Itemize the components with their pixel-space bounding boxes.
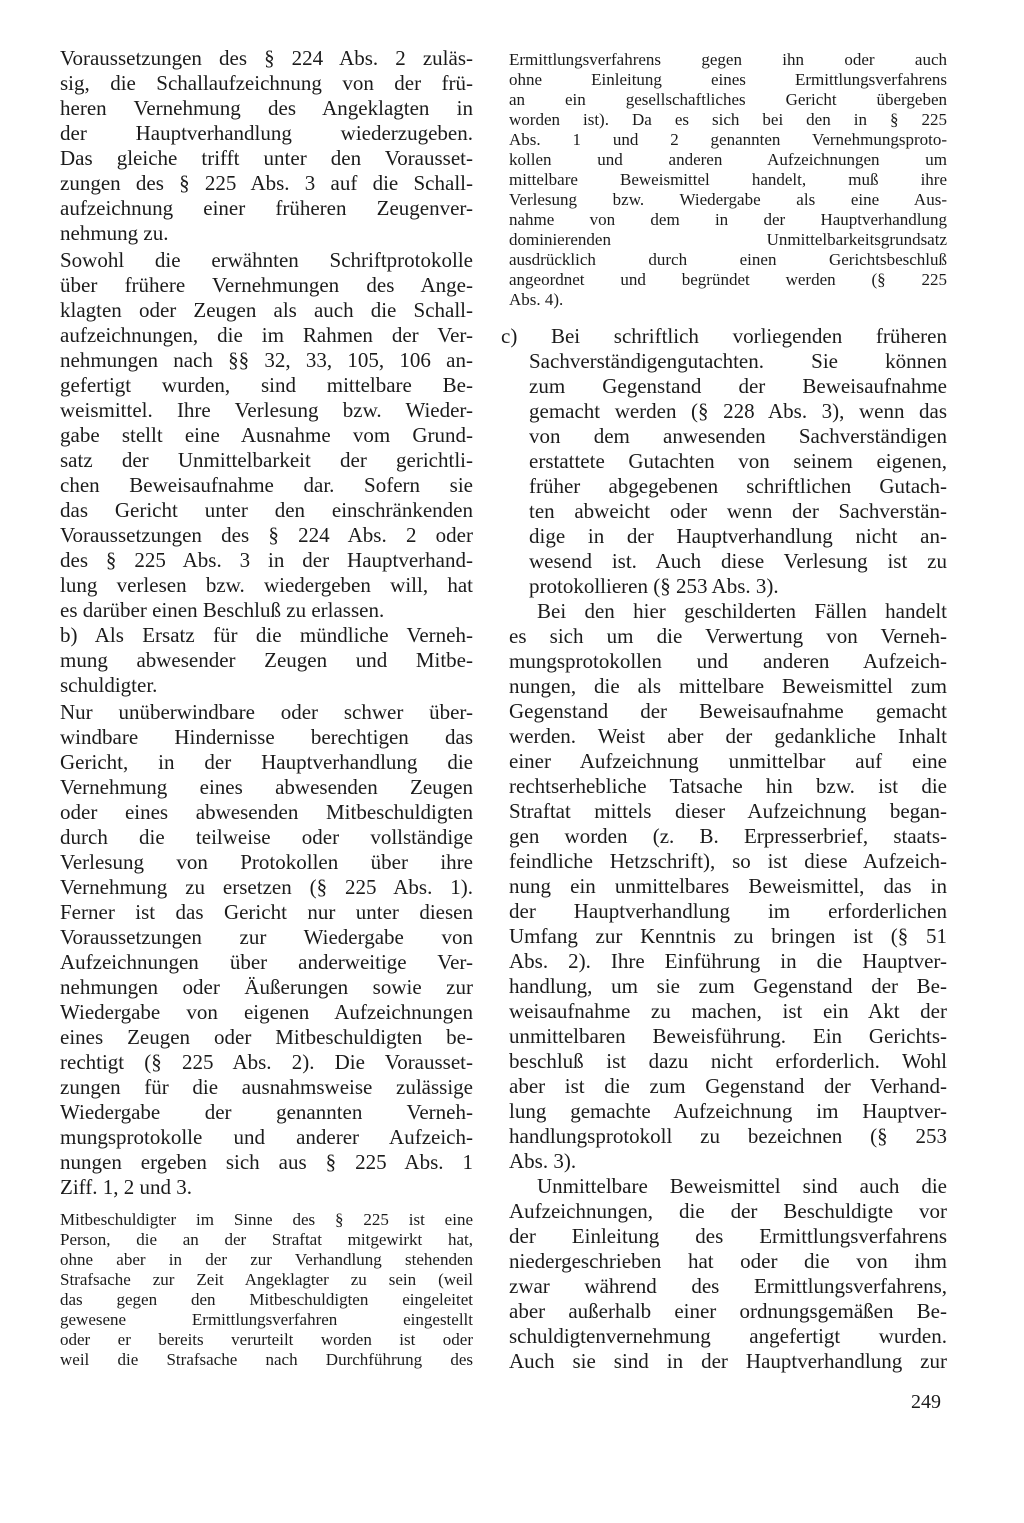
text-line: Abs. 3). xyxy=(509,1149,577,1173)
text-line: es darüber einen Beschluß zu erlassen. xyxy=(60,598,385,622)
text-line: rechtigt (§ 225 Abs. 2). Die Vorausset- xyxy=(60,1050,473,1074)
text-line: Voraussetzungen des § 224 Abs. 2 zuläs- xyxy=(60,46,473,70)
footnote-line: gewesene Ermittlungsverfahren eingestellt xyxy=(60,1310,473,1329)
text-line: Auch sie sind in der Hauptverhandlung zur xyxy=(509,1349,947,1373)
footnote-line: ohne Einleitung eines Ermittlungsverfahrens xyxy=(509,70,947,89)
footnote-line: worden ist). Da es sich bei den in § 225 xyxy=(509,110,947,129)
footnote-line: kollen und anderen Aufzeichnungen um xyxy=(509,150,947,169)
text-line: rechtserhebliche Tatsache hin bzw. ist die xyxy=(509,774,947,798)
footnote-line: Strafsache zur Zeit Angeklagter zu sein (weil xyxy=(60,1270,473,1289)
text-line: einer Aufzeichnung unmittelbar auf eine xyxy=(509,749,947,773)
text-line: schuldigtenvernehmung angefertigt wurden. xyxy=(509,1324,947,1348)
text-line: weismittel. Ihre Verlesung bzw. Wieder- xyxy=(60,398,473,422)
text-line: heren Vernehmung des Angeklagten in xyxy=(60,96,473,120)
text-line: schuldigter. xyxy=(60,673,158,697)
text-line: nung ein unmittelbares Beweismittel, das in xyxy=(509,874,947,898)
footnote-line: ausdrücklich durch einen Gerichtsbeschluß xyxy=(509,250,947,269)
text-line: nungen ergeben sich aus § 225 Abs. 1 xyxy=(60,1150,473,1174)
text-line: der Hauptverhandlung wiederzugeben. xyxy=(60,121,473,145)
text-line: Gegenstand der Beweisaufnahme gemacht xyxy=(509,699,947,723)
page-number: 249 xyxy=(911,1391,941,1413)
text-line: Wiedergabe von eigenen Aufzeichnungen xyxy=(60,1000,473,1024)
text-line: beschluß ist dazu nicht erforderlich. Wohl xyxy=(509,1049,947,1073)
text-line: Straftat mittels dieser Aufzeichnung began- xyxy=(509,799,947,823)
text-line: lung gemachte Aufzeichnung im Hauptver- xyxy=(509,1099,947,1123)
text-line: handlung, um sie zum Gegenstand der Be- xyxy=(509,974,947,998)
text-line: nungen, die als mittelbare Beweismittel zum xyxy=(509,674,947,698)
text-line: gefertigt wurden, sind mittelbare Be- xyxy=(60,373,473,397)
text-line: über frühere Vernehmungen des Ange- xyxy=(60,273,473,297)
text-line: handlungsprotokoll zu bezeichnen (§ 253 xyxy=(509,1124,947,1148)
text-line: zum Gegenstand der Beweisaufnahme xyxy=(529,374,947,398)
list-item-b: b) Als Ersatz für die mündliche Verneh- xyxy=(60,623,473,647)
text-line: feindliche Hetzschrift), so ist diese Aufzeich- xyxy=(509,849,947,873)
text-line: gabe stellt eine Ausnahme vom Grund- xyxy=(60,423,473,447)
footnote-line: Ermittlungsverfahrens gegen ihn oder auch xyxy=(509,50,947,69)
text-line: Gericht, in der Hauptverhandlung die xyxy=(60,750,473,774)
text-line: früher abgegebenen schriftlichen Gutach- xyxy=(529,474,947,498)
footnote-line: Person, die an der Straftat mitgewirkt hat, xyxy=(60,1230,473,1249)
text-line: der Einleitung des Ermittlungsverfahrens xyxy=(509,1224,947,1248)
footnote-line: Mitbeschuldigter im Sinne des § 225 ist eine xyxy=(60,1210,473,1229)
footnote-line: weil die Strafsache nach Durchführung des xyxy=(60,1350,473,1369)
text-line: lung verlesen bzw. wiedergeben will, hat xyxy=(60,573,473,597)
text-line: gen worden (z. B. Erpresserbrief, staats- xyxy=(509,824,947,848)
footnote-line: ohne aber in der zur Verhandlung stehenden xyxy=(60,1250,473,1269)
footnote-line: dominierenden Unmittelbarkeitsgrundsatz xyxy=(509,230,947,249)
text-line: Verlesung von Protokollen über ihre xyxy=(60,850,473,874)
text-line: zungen des § 225 Abs. 3 auf die Schall- xyxy=(60,171,473,195)
footnote-line: Abs. 4). xyxy=(509,290,564,309)
text-line: des § 225 Abs. 3 in der Hauptverhand- xyxy=(60,548,473,572)
text-line: Ziff. 1, 2 und 3. xyxy=(60,1175,193,1199)
footnote-line: nahme von dem in der Hauptverhandlung xyxy=(509,210,947,229)
text-line: eines Zeugen oder Mitbeschuldigten be- xyxy=(60,1025,473,1049)
text-line: chen Beweisaufnahme dar. Sofern sie xyxy=(60,473,473,497)
footnote-line: Abs. 1 und 2 genannten Vernehmungsproto- xyxy=(509,130,947,149)
text-line: aufzeichnung einer früheren Zeugenver- xyxy=(60,196,473,220)
footnote-line: angeordnet und begründet werden (§ 225 xyxy=(509,270,947,289)
text-line: klagten oder Zeugen als auch die Schall- xyxy=(60,298,473,322)
text-line: dige in der Hauptverhandlung nicht an- xyxy=(529,524,947,548)
text-line: weisaufnahme zu machen, ist ein Akt der xyxy=(509,999,947,1023)
text-line: Umfang zur Kenntnis zu bringen ist (§ 51 xyxy=(509,924,947,948)
text-line: nehmungen oder Äußerungen sowie zur xyxy=(60,975,473,999)
text-line: aber ist die zum Gegenstand der Verhand- xyxy=(509,1074,947,1098)
text-line: zungen für die ausnahmsweise zulässige xyxy=(60,1075,473,1099)
text-line: Sowohl die erwähnten Schriftprotokolle xyxy=(60,248,473,272)
text-line: nehmung zu. xyxy=(60,221,169,245)
text-line: Voraussetzungen zur Wiedergabe von xyxy=(60,925,473,949)
text-line: erstattete Gutachten von seinem eigenen, xyxy=(529,449,947,473)
text-line: Aufzeichnungen über anderweitige Ver- xyxy=(60,950,473,974)
text-line: es sich um die Verwertung von Verneh- xyxy=(509,624,947,648)
footnote-line: Verlesung bzw. Wiedergabe als eine Aus- xyxy=(509,190,947,209)
text-line: Abs. 2). Ihre Einführung in die Hauptver- xyxy=(509,949,947,973)
text-line: das Gericht unter den einschränkenden xyxy=(60,498,473,522)
text-line: Bei den hier geschilderten Fällen handelt xyxy=(537,599,947,623)
text-line: Nur unüberwindbare oder schwer über- xyxy=(60,700,473,724)
list-item-c: c) Bei schriftlich vorliegenden früheren xyxy=(501,324,947,348)
text-line: der Hauptverhandlung im erforderlichen xyxy=(509,899,947,923)
text-line: unmittelbaren Beweisführung. Ein Gerichts- xyxy=(509,1024,947,1048)
text-line: von dem anwesenden Sachverständigen xyxy=(529,424,947,448)
text-line: aufzeichnungen, die im Rahmen der Ver- xyxy=(60,323,473,347)
text-line: Wiedergabe der genannten Verneh- xyxy=(60,1100,473,1124)
text-line: protokollieren (§ 253 Abs. 3). xyxy=(529,574,779,598)
text-line: Ferner ist das Gericht nur unter diesen xyxy=(60,900,473,924)
text-line: Unmittelbare Beweismittel sind auch die xyxy=(537,1174,947,1198)
text-line: Das gleiche trifft unter den Vorausset- xyxy=(60,146,473,170)
text-line: werden. Weist aber der gedankliche Inhalt xyxy=(509,724,947,748)
text-line: durch die teilweise oder vollständige xyxy=(60,825,473,849)
text-line: nehmungen nach §§ 32, 33, 105, 106 an- xyxy=(60,348,473,372)
text-line: ten abweicht oder wenn der Sachverstän- xyxy=(529,499,947,523)
footnote-line: mittelbare Beweismittel handelt, muß ihre xyxy=(509,170,947,189)
text-line: Vernehmung eines abwesenden Zeugen xyxy=(60,775,473,799)
footnote-line: das gegen den Mitbeschuldigten eingeleitet xyxy=(60,1290,473,1309)
text-line: Vernehmung zu ersetzen (§ 225 Abs. 1). xyxy=(60,875,473,899)
text-line: mungsprotokollen und anderen Aufzeich- xyxy=(509,649,947,673)
text-line: windbare Hindernisse berechtigen das xyxy=(60,725,473,749)
text-line: sig, die Schallaufzeichnung von der frü- xyxy=(60,71,473,95)
text-line: Sachverständigengutachten. Sie können xyxy=(529,349,947,373)
text-line: Aufzeichnungen, die der Beschuldigte vor xyxy=(509,1199,947,1223)
text-line: oder eines abwesenden Mitbeschuldigten xyxy=(60,800,473,824)
text-line: mung abwesender Zeugen und Mitbe- xyxy=(60,648,473,672)
footnote-line: an ein gesellschaftliches Gericht übergeben xyxy=(509,90,947,109)
text-line: zwar während des Ermittlungsverfahrens, xyxy=(509,1274,947,1298)
text-line: wesend ist. Auch diese Verlesung ist zu xyxy=(529,549,947,573)
text-line: satz der Unmittelbarkeit der gerichtli- xyxy=(60,448,473,472)
text-line: niedergeschrieben hat oder die von ihm xyxy=(509,1249,947,1273)
text-line: Voraussetzungen des § 224 Abs. 2 oder xyxy=(60,523,473,547)
text-line: mungsprotokolle und anderer Aufzeich- xyxy=(60,1125,473,1149)
text-line: gemacht werden (§ 228 Abs. 3), wenn das xyxy=(529,399,947,423)
text-line: aber außerhalb einer ordnungsgemäßen Be- xyxy=(509,1299,947,1323)
footnote-line: oder er bereits verurteilt worden ist oder xyxy=(60,1330,473,1349)
